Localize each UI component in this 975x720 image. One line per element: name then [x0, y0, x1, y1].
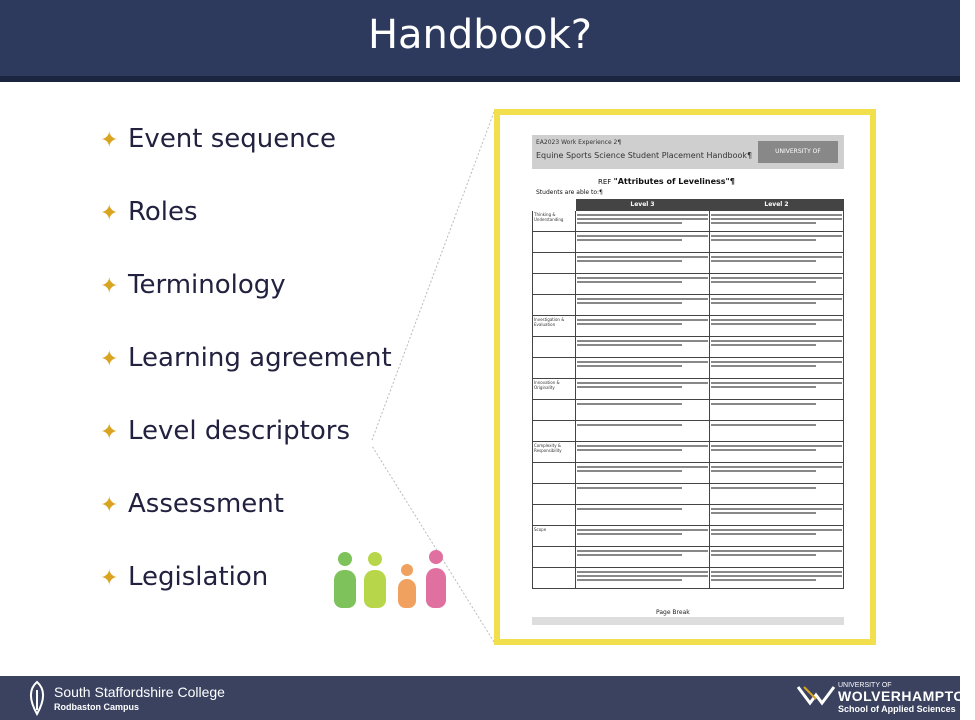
bullet-text: Legislation	[128, 562, 269, 592]
bullet-text: Roles	[128, 197, 198, 227]
table-row	[533, 463, 844, 484]
bullet-text: Level descriptors	[128, 416, 350, 446]
table-row	[533, 337, 844, 358]
person-figure	[334, 552, 356, 608]
college-crest-icon	[24, 680, 50, 716]
bullet-text: Event sequence	[128, 124, 337, 154]
row-label: Investigation & Evaluation	[533, 316, 576, 337]
row-label	[533, 295, 576, 316]
table-cell	[710, 358, 844, 379]
person-figure	[398, 564, 416, 608]
handbook-title: Equine Sports Science Student Placement Handbook¶	[536, 151, 753, 160]
college-campus: Rodbaston Campus	[54, 702, 140, 712]
star-bullet-icon: ✦	[100, 347, 119, 372]
table-cell	[576, 526, 710, 547]
star-bullet-icon: ✦	[100, 274, 119, 299]
row-label	[533, 505, 576, 526]
table-cell	[576, 211, 710, 232]
table-cell	[576, 337, 710, 358]
module-code: EA2023 Work Experience 2¶	[536, 139, 622, 146]
table-cell	[710, 337, 844, 358]
bullet-text: Terminology	[128, 270, 286, 300]
star-bullet-icon: ✦	[100, 493, 119, 518]
students-able-label: Students are able to:¶	[536, 189, 603, 196]
handbook-document	[506, 121, 864, 633]
column-header: Level 2	[710, 200, 844, 211]
table-row	[533, 211, 844, 232]
table-cell	[576, 484, 710, 505]
slide-title: Handbook?	[367, 12, 593, 58]
page-break-label: Page Break	[656, 609, 690, 616]
handbook-thumbnail	[494, 109, 876, 645]
university-logo-icon	[796, 683, 836, 707]
table-cell	[710, 526, 844, 547]
college-name: South Staffordshire College	[54, 684, 225, 700]
table-cell	[710, 463, 844, 484]
table-cell	[710, 400, 844, 421]
table-cell	[710, 316, 844, 337]
table-cell	[576, 442, 710, 463]
row-label: Thinking & Understanding	[533, 211, 576, 232]
star-bullet-icon: ✦	[100, 420, 119, 445]
bullet-text: Assessment	[128, 489, 284, 519]
document-footer	[532, 617, 844, 625]
bullet-text: Learning agreement	[128, 343, 392, 373]
table-row	[533, 379, 844, 400]
row-label	[533, 463, 576, 484]
university-name: WOLVERHAMPTON	[838, 688, 975, 704]
person-figure	[426, 550, 446, 608]
thumbnail-page	[500, 115, 870, 639]
row-label	[533, 568, 576, 589]
table-row	[533, 484, 844, 505]
table-cell	[576, 232, 710, 253]
table-cell	[710, 211, 844, 232]
table-row	[533, 526, 844, 547]
table-cell	[576, 568, 710, 589]
row-label	[533, 253, 576, 274]
callout-line-bottom	[372, 446, 494, 642]
row-label	[533, 484, 576, 505]
row-label	[533, 358, 576, 379]
table-cell	[576, 295, 710, 316]
table-cell	[710, 484, 844, 505]
table-row	[533, 358, 844, 379]
table-cell	[576, 421, 710, 442]
table-row	[533, 232, 844, 253]
table-row	[533, 505, 844, 526]
table-row	[533, 253, 844, 274]
table-cell	[710, 232, 844, 253]
document-banner	[532, 135, 844, 177]
table-row	[533, 568, 844, 589]
row-label	[533, 421, 576, 442]
level-descriptor-table	[532, 199, 844, 589]
table-cell	[576, 274, 710, 295]
table-cell	[710, 568, 844, 589]
row-label	[533, 274, 576, 295]
table-cell	[576, 253, 710, 274]
table-cell	[576, 547, 710, 568]
table-cell	[576, 463, 710, 484]
star-bullet-icon: ✦	[100, 128, 119, 153]
table-cell	[576, 379, 710, 400]
table-row	[533, 316, 844, 337]
row-label: Innovation & Originality	[533, 379, 576, 400]
ref-heading: REF "Attributes of Leveliness"¶	[598, 177, 735, 186]
table-row	[533, 421, 844, 442]
star-bullet-icon: ✦	[100, 201, 119, 226]
row-label: Complexity & Responsibility	[533, 442, 576, 463]
star-bullet-icon: ✦	[100, 566, 119, 591]
university-logo: UNIVERSITY OF WOLVERHAMPTON	[758, 141, 838, 163]
table-cell	[710, 253, 844, 274]
table-cell	[710, 295, 844, 316]
row-label	[533, 547, 576, 568]
school-name: School of Applied Sciences	[838, 704, 956, 714]
callout-line-top	[372, 112, 494, 440]
table-cell	[576, 358, 710, 379]
table-row	[533, 295, 844, 316]
ref-title: "Attributes of Leveliness"¶	[613, 177, 735, 186]
table-corner	[533, 200, 576, 211]
table-cell	[576, 316, 710, 337]
column-header: Level 3	[576, 200, 710, 211]
table-cell	[710, 547, 844, 568]
table-row	[533, 442, 844, 463]
table-cell	[710, 274, 844, 295]
table-cell	[710, 505, 844, 526]
row-label	[533, 400, 576, 421]
row-label: Scope	[533, 526, 576, 547]
table-header-row	[533, 200, 844, 211]
row-label	[533, 337, 576, 358]
table-row	[533, 274, 844, 295]
table-cell	[576, 400, 710, 421]
table-cell	[710, 421, 844, 442]
table-cell	[576, 505, 710, 526]
table-cell	[710, 379, 844, 400]
table-row	[533, 400, 844, 421]
row-label	[533, 232, 576, 253]
table-cell	[710, 442, 844, 463]
university-of-label: UNIVERSITY OF	[838, 682, 892, 689]
person-figure	[364, 552, 386, 608]
table-row	[533, 547, 844, 568]
